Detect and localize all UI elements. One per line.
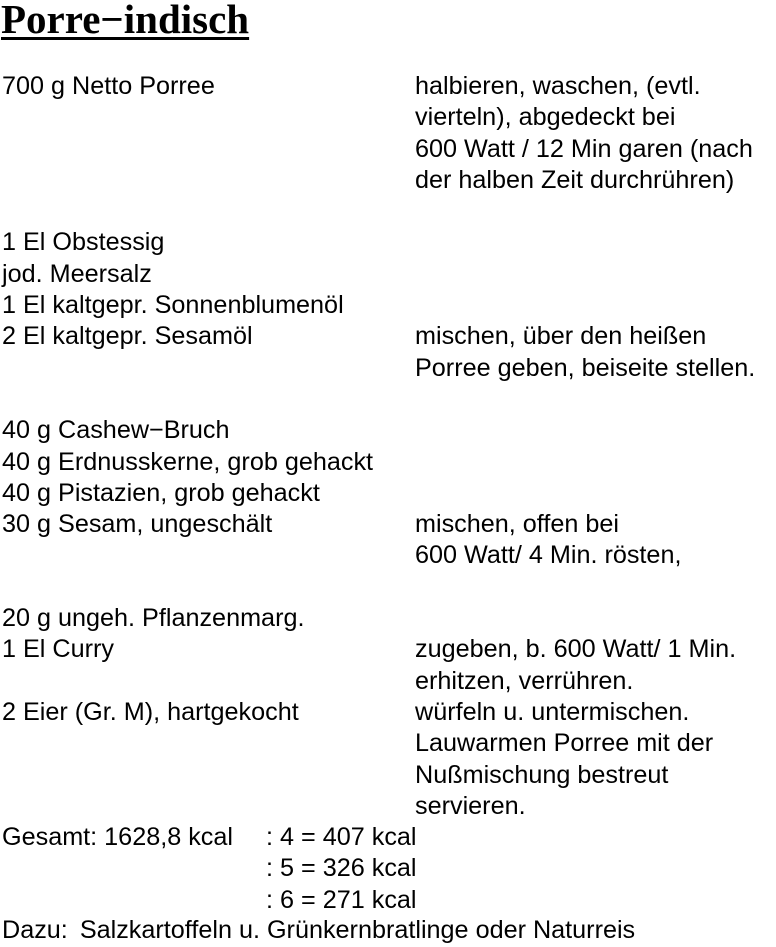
ingredient-line (2, 666, 412, 697)
ingredient-line: 40 g Cashew−Bruch (2, 416, 230, 445)
ingredient-line (2, 102, 412, 133)
ingredient-line: 2 Eier (Gr. M), hartgekocht (2, 697, 299, 726)
serving-suggestion-text: Salzkartoffeln u. Grünkernbratlinge oder Naturreis (79, 916, 636, 944)
instruction-line (415, 227, 776, 258)
ingredient-line (2, 384, 412, 415)
ingredient-line: 20 g ungeh. Pflanzenmarg. (2, 604, 305, 633)
portion-kcal-list (266, 822, 417, 916)
ingredient-line (2, 728, 412, 759)
ingredient-line (2, 760, 412, 791)
ingredients-column (2, 71, 412, 822)
instruction-line (415, 259, 776, 290)
ingredient-line: 1 El Obstessig (2, 228, 165, 257)
ingredient-line: 1 El kaltgepr. Sonnenblumenöl (2, 291, 344, 320)
instruction-line: Nußmischung bestreut (415, 760, 669, 789)
recipe-title: Porre−indisch (1, 0, 250, 42)
instruction-line: mischen, offen bei (415, 510, 619, 539)
ingredient-line (2, 540, 412, 571)
instruction-line: servieren. (415, 791, 526, 820)
ingredient-line: 2 El kaltgepr. Sesamöl (2, 322, 253, 351)
total-kcal-label: Gesamt: 1628,8 kcal (2, 823, 234, 851)
instructions-column (415, 71, 776, 822)
instruction-line: Porree geben, beiseite stellen. (415, 353, 756, 382)
portion-kcal-4: : 4 = 407 kcal (266, 823, 417, 851)
ingredient-line (2, 165, 412, 196)
instruction-line: erhitzen, verrühren. (415, 666, 634, 695)
ingredient-line (2, 196, 412, 227)
instruction-line (415, 447, 776, 478)
portion-kcal-6: : 6 = 271 kcal (266, 885, 417, 914)
ingredient-line: 700 g Netto Porree (2, 72, 215, 100)
ingredient-line (2, 353, 412, 384)
portion-kcal-5: : 5 = 326 kcal (266, 854, 417, 883)
instruction-line (415, 603, 776, 634)
instruction-line: zugeben, b. 600 Watt/ 1 Min. (415, 635, 737, 664)
instruction-line (415, 384, 776, 415)
instruction-line: Lauwarmen Porree mit der (415, 729, 714, 758)
instruction-line (415, 415, 776, 446)
instruction-line: mischen, über den heißen (415, 322, 707, 351)
instruction-line: halbieren, waschen, (evtl. (415, 72, 701, 100)
ingredient-line (2, 791, 412, 822)
instruction-line (415, 290, 776, 321)
ingredient-line (2, 134, 412, 165)
ingredient-line (2, 572, 412, 603)
ingredient-line: 30 g Sesam, ungeschält (2, 510, 273, 539)
ingredient-line: 40 g Pistazien, grob gehackt (2, 478, 320, 507)
instruction-line (415, 196, 776, 227)
instruction-line: würfeln u. untermischen. (415, 697, 690, 726)
instruction-line: 600 Watt/ 4 Min. rösten, (415, 541, 682, 570)
ingredient-line: 40 g Erdnusskerne, grob gehackt (2, 447, 374, 476)
instruction-line (415, 478, 776, 509)
instruction-line: vierteln), abgedeckt bei (415, 103, 676, 132)
instruction-line: 600 Watt / 12 Min garen (nach (415, 134, 753, 163)
ingredient-line: jod. Meersalz (2, 259, 152, 288)
ingredient-line: 1 El Curry (2, 635, 114, 664)
serving-suggestion (2, 915, 635, 946)
instruction-line: der halben Zeit durchrühren) (415, 165, 735, 194)
serving-suggestion-label: Dazu: (2, 916, 68, 944)
instruction-line (415, 572, 776, 603)
